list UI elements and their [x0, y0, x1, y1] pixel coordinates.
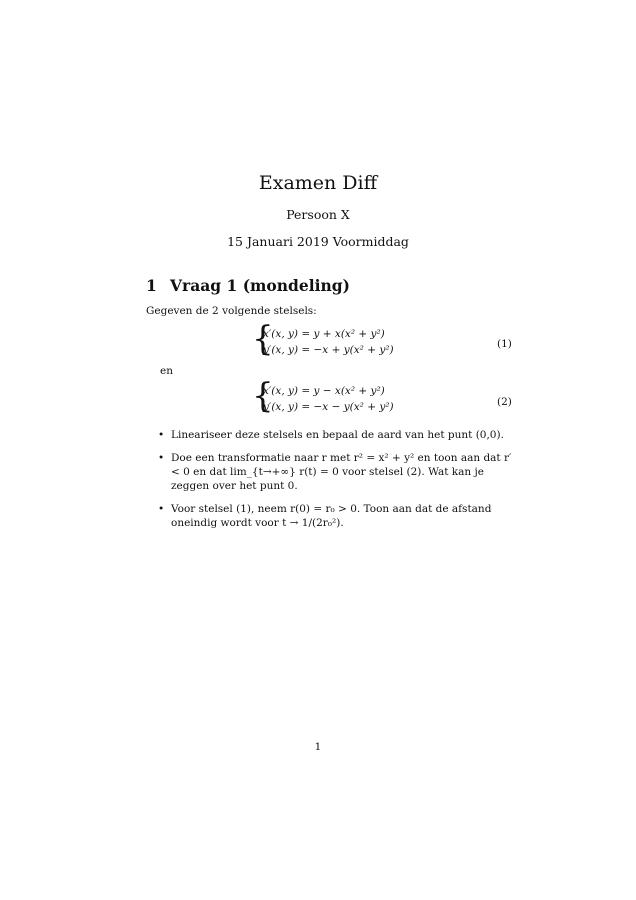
bullet-icon: • — [158, 429, 165, 441]
bullet-icon: • — [158, 503, 165, 515]
exam-date: 15 Januari 2019 Voormiddag — [227, 234, 409, 249]
section-title: Vraag 1 (mondeling) — [170, 276, 350, 295]
system1-line1: x′(x, y) = y + x(x² + y²) — [263, 328, 385, 340]
question-list — [158, 428, 518, 539]
list-item — [158, 451, 518, 493]
author-name: Persoon X — [286, 207, 350, 222]
equation-number-1: (1) — [497, 338, 512, 350]
section-number: 1 — [146, 276, 157, 295]
section-heading — [146, 276, 350, 295]
brace-symbol: { — [252, 376, 274, 416]
bullet-text-1: Lineariseer deze stelsels en bepaal de aard van het punt (0,0). — [171, 429, 504, 441]
system2-line1: x′(x, y) = y − x(x² + y²) — [263, 385, 385, 397]
page-number: 1 — [314, 741, 322, 753]
system1-line2: y′(x, y) = −x + y(x² + y²) — [263, 344, 394, 356]
document-title: Examen Diff — [258, 172, 378, 194]
equation-number-2: (2) — [497, 396, 512, 408]
bullet-icon: • — [158, 452, 165, 464]
bullet-text-2: Doe een transformatie naar r met r² = x² + y² en toon aan dat r′ < 0 en dat lim_{t→+∞} r(t) = 0 voor stelsel (2). Wat kan je zeggen over het punt 0. — [171, 452, 512, 492]
connector-text: en — [160, 365, 173, 377]
list-item — [158, 502, 518, 530]
list-item — [158, 428, 518, 442]
system2-line2: y′(x, y) = −x − y(x² + y²) — [263, 401, 394, 413]
bullet-text-3: Voor stelsel (1), neem r(0) = r₀ > 0. Toon aan dat de afstand oneindig wordt voor t → 1/(2r₀²). — [171, 503, 492, 529]
intro-text: Gegeven de 2 volgende stelsels: — [146, 305, 317, 317]
brace-symbol: { — [252, 319, 274, 359]
